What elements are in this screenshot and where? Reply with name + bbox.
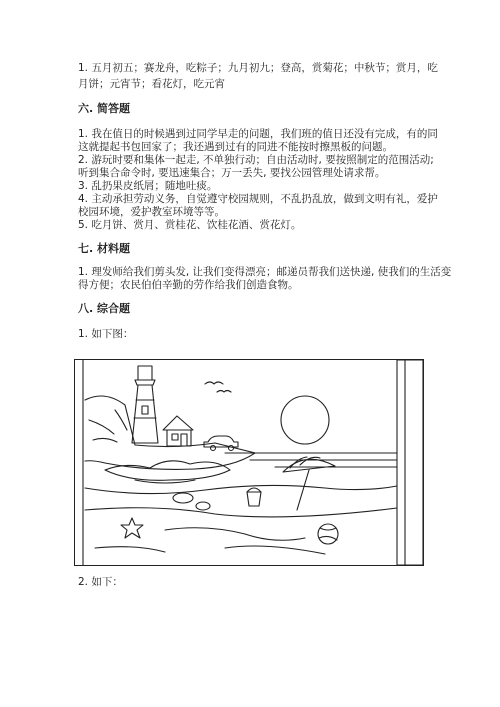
answer-line: 4. 主动承担劳动义务，自觉遵守校园规则，不乱扔乱放，做到文明有礼，爱护 [78,193,438,205]
answer-line: 1. 五月初五；赛龙舟，吃粽子；九月初九；登高，赏菊花；中秋节；赏月，吃 [78,62,438,74]
answer-line: 5. 吃月饼、赏月、赏桂花、饮桂花酒、赏花灯。 [78,219,302,231]
section-title-material: 七. 材料题 [78,242,131,255]
answer-line: 校园环境，爱护教室环境等等。 [78,206,225,218]
answer-line: 2. 游玩时要和集体一起走, 不单独行动；自由活动时, 要按照制定的范围活动; [78,154,434,166]
bucket-icon [247,492,261,506]
answer-line: 月饼；元宵节；看花灯，吃元宵 [78,78,225,90]
answer-line: 得方便；农民伯伯辛勤的劳作给我们创造食物。 [78,279,299,291]
beach-lighthouse-drawing [75,360,423,565]
answer-line: 1. 我在值日的时候遇到过同学早走的问题，我们班的值日还没有完成，有的同 [78,128,438,140]
section-title-short-answer: 六. 简答题 [78,102,131,115]
coloring-illustration [74,359,424,566]
starfish-icon [121,518,143,538]
answer-line: 听到集合命令时, 要迅速集合；万一丢失, 要找公园管理处请求帮。 [78,167,386,179]
answer-line: 这就提起书包回家了；我还遇到过有的同进不能按时擦黑板的问题。 [78,141,393,153]
car-icon [204,436,238,447]
sun-icon [281,396,329,444]
answer-line: 3. 乱扔果皮纸屑；随地吐痰。 [78,180,218,192]
answer-line: 1. 理发师给我们剪头发, 让我们变得漂亮；邮递员帮我们送快递, 使我们的生活变 [78,266,452,278]
section-title-comprehensive: 八. 综合题 [78,302,131,315]
question-label: 1. 如下图： [78,328,134,340]
question-label: 2. 如下： [78,576,123,588]
ball-icon [318,524,338,544]
